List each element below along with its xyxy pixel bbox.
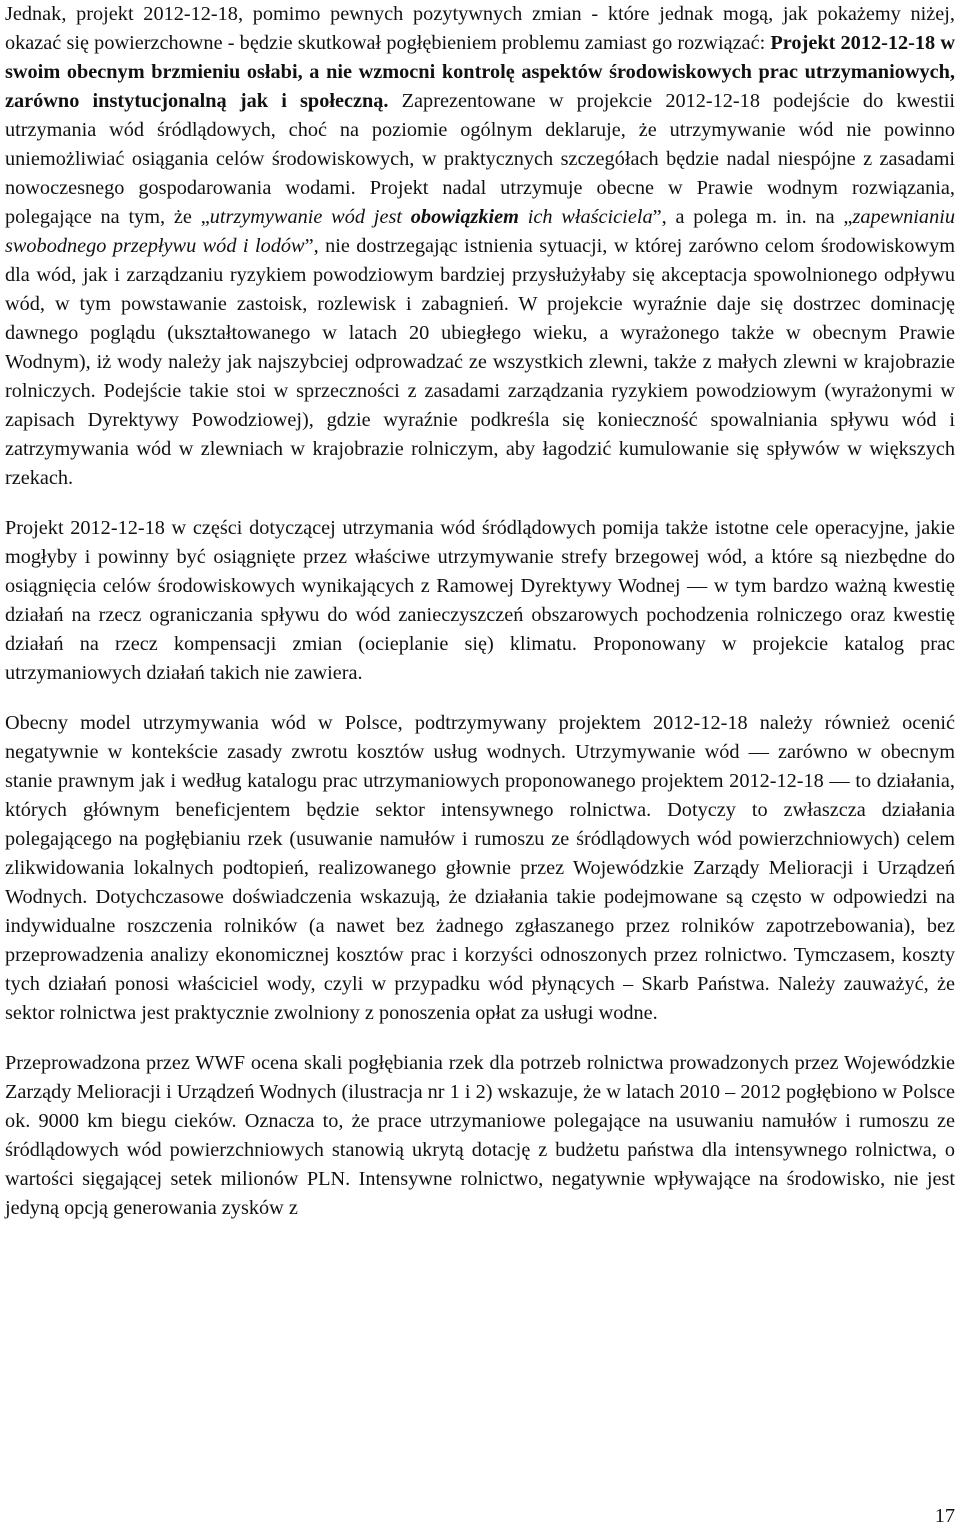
paragraph-3: Obecny model utrzymywania wód w Polsce, podtrzymywany projektem 2012-12-18 należy również ocenić negatywnie w kontekście zasady zwrotu kosztów usług wodnych. Utrzymywanie wód — zarówno w obecnym stanie prawnym jak i według katalogu prac utrzymaniowych proponowanego projektem 2012-12-18 — to działania, których głównym beneficjentem będzie sektor intensywnego rolnictwa. Dotyczy to zwłaszcza działania polegającego na pogłębianiu rzek (usuwanie namułów i rumoszu ze śródlądowych wód powierzchniowych) celem zlikwidowania lokalnych podtopień, realizowanego głownie przez Wojewódzkie Zarządy Melioracji i Urządzeń Wodnych. Dotychczasowe doświadczenia wskazują, że działania takie podejmowane są często w odpowiedzi na indywidualne roszczenia rolników (a nawet bez żadnego zgłaszanego przez rolników zapotrzebowania), bez przeprowadzenia analizy ekonomicznej kosztów prac i korzyści odnoszonych przez rolnictwo. Tymczasem, koszty tych działań ponosi właściciel wody, czyli w przypadku wód płynących – Skarb Państwa. Należy zauważyć, że sektor rolnictwa jest praktycznie zwolniony z ponoszenia opłat za usługi wodne.: [5, 712, 955, 1024]
paragraph-1-intro: Jednak, projekt 2012-12-18, pomimo pewnych pozytywnych zmian - które jednak mogą, jak pokażemy niżej, okazać się powierzchowne - będzie skutkował pogłębieniem problemu zamiast go rozwiązać:: [5, 3, 955, 54]
paragraph-1-quote-italic-end: ich właściciela: [518, 206, 653, 228]
document-page: [5, 0, 955, 1223]
paragraph-1: [5, 0, 955, 493]
paragraph-1-quote-italic: utrzymywanie wód jest: [209, 206, 411, 228]
paragraph-4: Przeprowadzona przez WWF ocena skali pogłębiania rzek dla potrzeb rolnictwa prowadzonych przez Wojewódzkie Zarządy Melioracji i Urządzeń Wodnych (ilustracja nr 1 i 2) wskazuje, że w latach 2010 – 2012 pogłębiono w Polsce ok. 9000 km biegu cieków. Oznacza to, że prace utrzymaniowe polegające na usuwaniu namułów i rumoszu ze śródlądowych wód powierzchniowych stanowią ukrytą dotację z budżetu państwa dla intensywnego rolnictwa, o wartości sięgającej setek milionów PLN. Intensywne rolnictwo, negatywnie wpływające na środowisko, nie jest jedyną opcją generowania zysków z: [5, 1052, 955, 1219]
paragraph-1-connector: ”, a polega m. in. na „: [652, 206, 853, 228]
page-number: 17: [934, 1505, 955, 1527]
paragraph-1-conclusion: ”, nie dostrzegając istnienia sytuacji, w której zarówno celom środowiskowym dla wód, jak i zarządzaniu ryzykiem powodziowym bardziej przysłużyłaby się akceptacja spowolnionego odpływu wód, w tym powstawanie zastoisk, rozlewisk i zabagnień. W projekcie wyraźnie daje się dostrzec dominację dawnego poglądu (ukształtowanego w latach 20 ubiegłego wieku, a wyrażonego także w obecnym Prawie Wodnym), iż wody należy jak najszybciej odprowadzać ze wszystkich zlewni, także z małych zlewni w krajobrazie rolniczych. Podejście takie stoi w sprzeczności z zasadami zarządzania ryzykiem powodziowym (wyrażonymi w zapisach Dyrektywy Powodziowej), gdzie wyraźnie podkreśla się konieczność spowalniania spływu wód i zatrzymywania wód w zlewniach w krajobrazie rolniczym, aby łagodzić kumulowanie się spływów w większych rzekach.: [5, 235, 955, 489]
paragraph-2: Projekt 2012-12-18 w części dotyczącej utrzymania wód śródlądowych pomija także istotne cele operacyjne, jakie mogłyby i powinny być osiągnięte przez właściwe utrzymywanie strefy brzegowej wód, a które są niezbędne do osiągnięcia celów środowiskowych wynikających z Ramowej Dyrektywy Wodnej — w tym bardzo ważną kwestię działań na rzecz ograniczania spływu do wód zanieczyszczeń obszarowych pochodzenia rolniczego oraz kwestię działań na rzecz kompensacji zmian (ocieplanie się) klimatu. Proponowany w projekcie katalog prac utrzymaniowych działań takich nie zawiera.: [5, 517, 955, 684]
paragraph-1-body: Zaprezentowane w projekcie 2012-12-18 podejście do kwestii utrzymania wód śródlądowych, choć na poziomie ogólnym deklaruje, że utrzymywanie wód nie powinno uniemożliwiać osiągania celów środowiskowych, w praktycznych szczegółach będzie nadal niespójne z zasadami nowoczesnego gospodarowania wodami. Projekt nadal utrzymuje obecne w Prawie wodnym rozwiązania, polegające na tym, że „: [5, 90, 955, 228]
paragraph-1-bold-thesis: Projekt 2012-12-18 w swoim obecnym brzmieniu osłabi, a nie wzmocni kontrolę aspektów środowiskowych prac utrzymaniowych, zarówno instytucjonalną jak i społeczną.: [5, 32, 955, 112]
paragraph-1-quote-flow: zapewnianiu swobodnego przepływu wód i lodów: [5, 206, 955, 257]
paragraph-1-quote-bold-italic: obowiązkiem: [410, 206, 519, 228]
